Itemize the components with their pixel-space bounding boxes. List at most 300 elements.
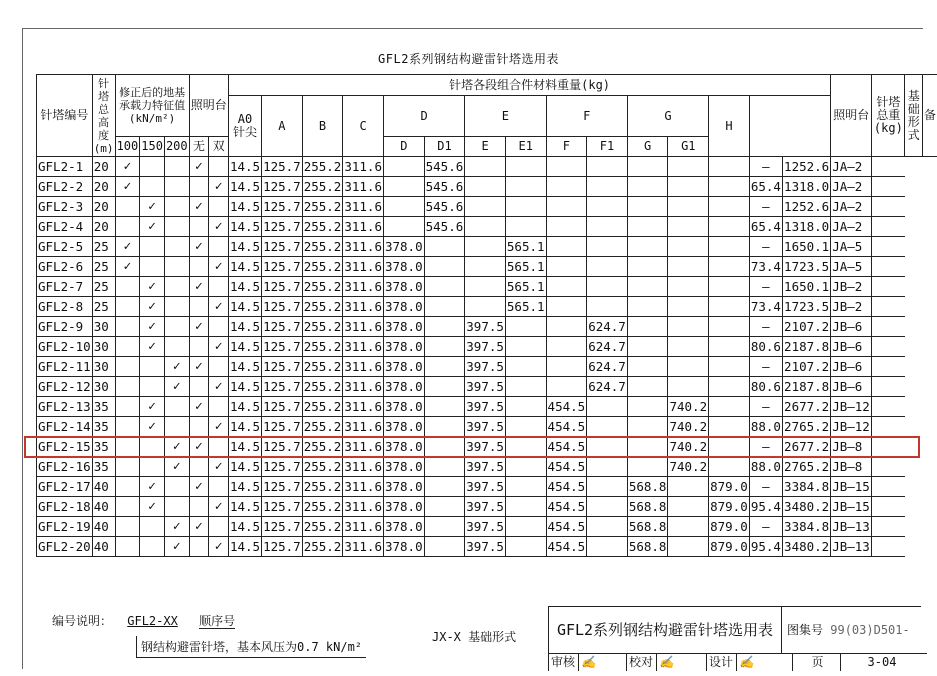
col-header-f-sub: F bbox=[546, 137, 587, 157]
cell-a: 125.7 bbox=[262, 437, 303, 457]
check-mark-s150 bbox=[140, 457, 165, 477]
cell-f bbox=[546, 317, 587, 337]
cell-g1 bbox=[668, 257, 709, 277]
cell-c: 311.6 bbox=[343, 357, 384, 377]
cell-c: 311.6 bbox=[343, 297, 384, 317]
check-mark-dbl bbox=[209, 357, 229, 377]
col-header-e: E bbox=[465, 96, 546, 137]
cell-total: 1723.5 bbox=[783, 297, 831, 317]
cell-b: 255.2 bbox=[302, 217, 343, 237]
cell-d: 378.0 bbox=[383, 497, 424, 517]
check-mark-dbl bbox=[209, 517, 229, 537]
cell-g bbox=[627, 357, 668, 377]
cell-light: 73.4 bbox=[749, 257, 782, 277]
cell-e: 397.5 bbox=[465, 397, 506, 417]
col-header-base: 基础形式 bbox=[905, 75, 923, 157]
cell-f1 bbox=[587, 277, 628, 297]
cell-hh bbox=[709, 397, 750, 417]
cell-e: 397.5 bbox=[465, 417, 506, 437]
cell-h: 35 bbox=[92, 397, 115, 417]
check-mark-dbl bbox=[209, 397, 229, 417]
cell-b: 255.2 bbox=[302, 297, 343, 317]
cell-h: 25 bbox=[92, 277, 115, 297]
cell-total: 2187.8 bbox=[783, 337, 831, 357]
cell-a: 125.7 bbox=[262, 317, 303, 337]
check-label: 校对 bbox=[627, 653, 657, 671]
cell-h: 40 bbox=[92, 537, 115, 557]
cell-a0: 14.5 bbox=[228, 537, 261, 557]
design-label: 设计 bbox=[707, 653, 737, 671]
check-mark-none bbox=[189, 377, 209, 397]
cell-h: 30 bbox=[92, 337, 115, 357]
cell-d1 bbox=[424, 317, 465, 337]
cell-d1 bbox=[424, 377, 465, 397]
cell-no: GFL2-18 bbox=[37, 497, 93, 517]
check-mark-s200 bbox=[164, 477, 189, 497]
cell-g1 bbox=[668, 297, 709, 317]
col-header-e-sub: E bbox=[465, 137, 506, 157]
cell-h: 40 bbox=[92, 477, 115, 497]
cell-e1 bbox=[505, 537, 546, 557]
cell-b: 255.2 bbox=[302, 157, 343, 177]
cell-g bbox=[627, 317, 668, 337]
cell-f1 bbox=[587, 437, 628, 457]
cell-g1 bbox=[668, 197, 709, 217]
cell-total: 1650.1 bbox=[783, 277, 831, 297]
remark-cell bbox=[872, 257, 905, 277]
col-header-f: F bbox=[546, 96, 627, 137]
cell-e1 bbox=[505, 457, 546, 477]
selection-table bbox=[36, 74, 937, 557]
cell-a0: 14.5 bbox=[228, 297, 261, 317]
check-mark-dbl: ✓ bbox=[209, 417, 229, 437]
check-mark-s150 bbox=[140, 357, 165, 377]
cell-d bbox=[383, 157, 424, 177]
remark-cell bbox=[872, 357, 905, 377]
cell-base: JA–2 bbox=[831, 157, 872, 177]
cell-f: 454.5 bbox=[546, 517, 587, 537]
cell-f bbox=[546, 277, 587, 297]
atlas-value: 99(03)D501- bbox=[830, 623, 910, 637]
cell-c: 311.6 bbox=[343, 337, 384, 357]
cell-f1 bbox=[587, 177, 628, 197]
cell-g1 bbox=[668, 337, 709, 357]
cell-total: 2765.2 bbox=[783, 417, 831, 437]
check-mark-s150 bbox=[140, 517, 165, 537]
col-header-a: A bbox=[262, 96, 303, 157]
check-mark-s100 bbox=[115, 277, 140, 297]
cell-no: GFL2-20 bbox=[37, 537, 93, 557]
cell-d1: 545.6 bbox=[424, 217, 465, 237]
cell-h: 35 bbox=[92, 417, 115, 437]
check-mark-s200 bbox=[164, 337, 189, 357]
cell-a: 125.7 bbox=[262, 277, 303, 297]
cell-d1 bbox=[424, 237, 465, 257]
remark-cell bbox=[872, 517, 905, 537]
cell-base: JB–6 bbox=[831, 337, 872, 357]
cell-d: 378.0 bbox=[383, 397, 424, 417]
cell-light: 80.6 bbox=[749, 377, 782, 397]
check-mark-s200 bbox=[164, 217, 189, 237]
cell-base: JA–2 bbox=[831, 197, 872, 217]
cell-a: 125.7 bbox=[262, 377, 303, 397]
cell-d1 bbox=[424, 297, 465, 317]
cell-c: 311.6 bbox=[343, 517, 384, 537]
cell-b: 255.2 bbox=[302, 377, 343, 397]
remark-cell bbox=[872, 297, 905, 317]
cell-c: 311.6 bbox=[343, 477, 384, 497]
cell-total: 1650.1 bbox=[783, 237, 831, 257]
cell-total: 1252.6 bbox=[783, 197, 831, 217]
cell-a0: 14.5 bbox=[228, 257, 261, 277]
cell-e1 bbox=[505, 177, 546, 197]
cell-a: 125.7 bbox=[262, 297, 303, 317]
remark-cell bbox=[872, 437, 905, 457]
check-mark-s150: ✓ bbox=[140, 417, 165, 437]
cell-c: 311.6 bbox=[343, 197, 384, 217]
check-mark-dbl bbox=[209, 317, 229, 337]
cell-g1 bbox=[668, 277, 709, 297]
cell-total: 1723.5 bbox=[783, 257, 831, 277]
cell-a0: 14.5 bbox=[228, 357, 261, 377]
cell-f1 bbox=[587, 397, 628, 417]
remark-cell bbox=[872, 317, 905, 337]
cell-base: JB–12 bbox=[831, 397, 872, 417]
cell-f: 454.5 bbox=[546, 397, 587, 417]
numbering-code: GFL2-XX bbox=[127, 614, 178, 628]
cell-hh bbox=[709, 337, 750, 357]
cell-d1 bbox=[424, 397, 465, 417]
numbering-explanation bbox=[52, 612, 363, 654]
cell-hh bbox=[709, 437, 750, 457]
remark-cell bbox=[872, 217, 905, 237]
check-mark-s100: ✓ bbox=[115, 237, 140, 257]
cell-b: 255.2 bbox=[302, 457, 343, 477]
cell-f bbox=[546, 157, 587, 177]
check-mark-none: ✓ bbox=[189, 197, 209, 217]
cell-b: 255.2 bbox=[302, 277, 343, 297]
check-mark-none: ✓ bbox=[189, 397, 209, 417]
cell-a0: 14.5 bbox=[228, 317, 261, 337]
check-mark-s100 bbox=[115, 337, 140, 357]
title-block bbox=[548, 606, 921, 671]
cell-e: 397.5 bbox=[465, 537, 506, 557]
cell-d: 378.0 bbox=[383, 357, 424, 377]
cell-base: JB–8 bbox=[831, 457, 872, 477]
cell-f1: 624.7 bbox=[587, 377, 628, 397]
check-mark-s100 bbox=[115, 477, 140, 497]
remark-cell bbox=[872, 457, 905, 477]
table-row bbox=[37, 457, 937, 477]
check-signature: ✍ bbox=[657, 653, 707, 671]
col-header-none: 无 bbox=[189, 137, 209, 157]
check-mark-s100 bbox=[115, 437, 140, 457]
col-header-total: 针塔总重(kg) bbox=[872, 75, 905, 157]
col-header-soil-100: 100 bbox=[115, 137, 140, 157]
cell-hh bbox=[709, 257, 750, 277]
cell-c: 311.6 bbox=[343, 277, 384, 297]
cell-base: JB–6 bbox=[831, 357, 872, 377]
cell-f1: 624.7 bbox=[587, 357, 628, 377]
cell-e: 397.5 bbox=[465, 477, 506, 497]
cell-g1: 740.2 bbox=[668, 437, 709, 457]
cell-f: 454.5 bbox=[546, 477, 587, 497]
cell-a: 125.7 bbox=[262, 457, 303, 477]
cell-a: 125.7 bbox=[262, 417, 303, 437]
table-row bbox=[37, 317, 937, 337]
cell-g bbox=[627, 157, 668, 177]
cell-d bbox=[383, 217, 424, 237]
cell-base: JB–2 bbox=[831, 297, 872, 317]
table-row bbox=[37, 257, 937, 277]
cell-d: 378.0 bbox=[383, 457, 424, 477]
cell-d1 bbox=[424, 497, 465, 517]
cell-total: 2677.2 bbox=[783, 397, 831, 417]
cell-a0: 14.5 bbox=[228, 477, 261, 497]
cell-c: 311.6 bbox=[343, 257, 384, 277]
col-header-g1: G1 bbox=[668, 137, 709, 157]
col-header-light: 照明台 bbox=[831, 75, 872, 157]
cell-c: 311.6 bbox=[343, 417, 384, 437]
cell-e: 397.5 bbox=[465, 437, 506, 457]
cell-b: 255.2 bbox=[302, 177, 343, 197]
cell-d: 378.0 bbox=[383, 337, 424, 357]
check-mark-s150 bbox=[140, 257, 165, 277]
cell-no: GFL2-6 bbox=[37, 257, 93, 277]
cell-g1 bbox=[668, 237, 709, 257]
col-header-double: 双 bbox=[209, 137, 229, 157]
cell-total: 3384.8 bbox=[783, 517, 831, 537]
cell-base: JB–13 bbox=[831, 517, 872, 537]
check-mark-none bbox=[189, 217, 209, 237]
cell-d: 378.0 bbox=[383, 377, 424, 397]
cell-hh bbox=[709, 377, 750, 397]
cell-a0: 14.5 bbox=[228, 497, 261, 517]
cell-a0: 14.5 bbox=[228, 157, 261, 177]
remark-cell bbox=[872, 417, 905, 437]
check-mark-s200: ✓ bbox=[164, 377, 189, 397]
check-mark-s100 bbox=[115, 417, 140, 437]
cell-a0: 14.5 bbox=[228, 457, 261, 477]
cell-g1 bbox=[668, 157, 709, 177]
cell-g bbox=[627, 337, 668, 357]
cell-h: 35 bbox=[92, 457, 115, 477]
cell-d: 378.0 bbox=[383, 237, 424, 257]
remark-cell bbox=[872, 277, 905, 297]
check-mark-none bbox=[189, 497, 209, 517]
cell-a: 125.7 bbox=[262, 157, 303, 177]
cell-e: 397.5 bbox=[465, 377, 506, 397]
cell-h: 40 bbox=[92, 517, 115, 537]
cell-g1 bbox=[668, 517, 709, 537]
table-row bbox=[37, 337, 937, 357]
cell-e1 bbox=[505, 157, 546, 177]
cell-d: 378.0 bbox=[383, 277, 424, 297]
cell-e1: 565.1 bbox=[505, 257, 546, 277]
cell-c: 311.6 bbox=[343, 177, 384, 197]
cell-a0: 14.5 bbox=[228, 397, 261, 417]
cell-no: GFL2-14 bbox=[37, 417, 93, 437]
col-header-c: C bbox=[343, 96, 384, 157]
check-mark-dbl bbox=[209, 237, 229, 257]
cell-light: 88.0 bbox=[749, 457, 782, 477]
cell-base: JA–5 bbox=[831, 257, 872, 277]
table-row bbox=[37, 197, 937, 217]
cell-d: 378.0 bbox=[383, 317, 424, 337]
cell-f1 bbox=[587, 417, 628, 437]
cell-d1: 545.6 bbox=[424, 197, 465, 217]
col-header-g: G bbox=[627, 96, 708, 137]
cell-hh bbox=[709, 197, 750, 217]
check-mark-none: ✓ bbox=[189, 317, 209, 337]
cell-c: 311.6 bbox=[343, 157, 384, 177]
cell-total: 2187.8 bbox=[783, 377, 831, 397]
cell-e1 bbox=[505, 377, 546, 397]
cell-d1: 545.6 bbox=[424, 157, 465, 177]
col-header-d1: D1 bbox=[424, 137, 465, 157]
cell-f1 bbox=[587, 257, 628, 277]
check-mark-dbl: ✓ bbox=[209, 457, 229, 477]
table-row bbox=[37, 297, 937, 317]
cell-h: 30 bbox=[92, 377, 115, 397]
table-row bbox=[37, 497, 937, 517]
cell-e: 397.5 bbox=[465, 497, 506, 517]
cell-e: 397.5 bbox=[465, 457, 506, 477]
cell-e bbox=[465, 277, 506, 297]
cell-base: JA–2 bbox=[831, 217, 872, 237]
cell-f1 bbox=[587, 497, 628, 517]
cell-d1 bbox=[424, 477, 465, 497]
cell-a: 125.7 bbox=[262, 517, 303, 537]
cell-base: JB–6 bbox=[831, 377, 872, 397]
cell-c: 311.6 bbox=[343, 377, 384, 397]
cell-f1 bbox=[587, 237, 628, 257]
cell-e: 397.5 bbox=[465, 317, 506, 337]
cell-d1 bbox=[424, 457, 465, 477]
cell-e1 bbox=[505, 497, 546, 517]
cell-no: GFL2-7 bbox=[37, 277, 93, 297]
check-mark-s150 bbox=[140, 437, 165, 457]
check-mark-none: ✓ bbox=[189, 277, 209, 297]
cell-g1 bbox=[668, 217, 709, 237]
cell-no: GFL2-4 bbox=[37, 217, 93, 237]
check-mark-none: ✓ bbox=[189, 157, 209, 177]
cell-e1: 565.1 bbox=[505, 297, 546, 317]
cell-d1: 545.6 bbox=[424, 177, 465, 197]
check-mark-s150 bbox=[140, 177, 165, 197]
cell-e1 bbox=[505, 437, 546, 457]
remark-cell bbox=[872, 537, 905, 557]
cell-a0: 14.5 bbox=[228, 337, 261, 357]
cell-e: 397.5 bbox=[465, 357, 506, 377]
check-mark-s150 bbox=[140, 537, 165, 557]
cell-b: 255.2 bbox=[302, 337, 343, 357]
check-mark-s100 bbox=[115, 397, 140, 417]
cell-e1 bbox=[505, 477, 546, 497]
cell-g: 568.8 bbox=[627, 477, 668, 497]
cell-total: 3480.2 bbox=[783, 537, 831, 557]
cell-f1 bbox=[587, 537, 628, 557]
cell-g1 bbox=[668, 497, 709, 517]
table-row bbox=[37, 517, 937, 537]
col-header-a0: A0 针尖 bbox=[228, 96, 261, 157]
cell-f bbox=[546, 237, 587, 257]
cell-light: 88.0 bbox=[749, 417, 782, 437]
cell-d1 bbox=[424, 437, 465, 457]
col-header-e1: E1 bbox=[505, 137, 546, 157]
check-mark-s100 bbox=[115, 537, 140, 557]
cell-g bbox=[627, 417, 668, 437]
cell-hh: 879.0 bbox=[709, 477, 750, 497]
check-mark-dbl: ✓ bbox=[209, 337, 229, 357]
cell-no: GFL2-10 bbox=[37, 337, 93, 357]
cell-no: GFL2-16 bbox=[37, 457, 93, 477]
cell-a0: 14.5 bbox=[228, 217, 261, 237]
cell-hh: 879.0 bbox=[709, 537, 750, 557]
check-mark-s200: ✓ bbox=[164, 517, 189, 537]
cell-hh bbox=[709, 277, 750, 297]
cell-f: 454.5 bbox=[546, 457, 587, 477]
cell-d: 378.0 bbox=[383, 517, 424, 537]
check-mark-s200 bbox=[164, 277, 189, 297]
cell-no: GFL2-13 bbox=[37, 397, 93, 417]
cell-a0: 14.5 bbox=[228, 177, 261, 197]
cell-d bbox=[383, 177, 424, 197]
cell-e1 bbox=[505, 317, 546, 337]
col-header-g-sub: G bbox=[627, 137, 668, 157]
cell-b: 255.2 bbox=[302, 237, 343, 257]
cell-f1 bbox=[587, 477, 628, 497]
col-header-soil-150: 150 bbox=[140, 137, 165, 157]
cell-e bbox=[465, 217, 506, 237]
check-mark-dbl bbox=[209, 277, 229, 297]
check-mark-s100 bbox=[115, 297, 140, 317]
cell-f1: 624.7 bbox=[587, 337, 628, 357]
cell-hh bbox=[709, 297, 750, 317]
cell-f: 454.5 bbox=[546, 537, 587, 557]
remark-cell bbox=[872, 157, 905, 177]
cell-light: – bbox=[749, 237, 782, 257]
cell-light: – bbox=[749, 317, 782, 337]
cell-g1: 740.2 bbox=[668, 417, 709, 437]
remark-cell bbox=[872, 337, 905, 357]
col-header-d-sub: D bbox=[383, 137, 424, 157]
cell-f bbox=[546, 257, 587, 277]
check-mark-dbl bbox=[209, 477, 229, 497]
cell-g bbox=[627, 297, 668, 317]
cell-h: 25 bbox=[92, 297, 115, 317]
cell-f bbox=[546, 337, 587, 357]
page-title: GFL2系列钢结构避雷针塔选用表 bbox=[378, 52, 559, 66]
cell-e1 bbox=[505, 357, 546, 377]
check-mark-s150: ✓ bbox=[140, 397, 165, 417]
cell-g1 bbox=[668, 537, 709, 557]
check-mark-s200 bbox=[164, 397, 189, 417]
check-mark-s100 bbox=[115, 197, 140, 217]
remark-cell bbox=[872, 497, 905, 517]
cell-no: GFL2-9 bbox=[37, 317, 93, 337]
cell-e: 397.5 bbox=[465, 517, 506, 537]
check-mark-s200 bbox=[164, 317, 189, 337]
cell-a0: 14.5 bbox=[228, 437, 261, 457]
check-mark-none bbox=[189, 417, 209, 437]
remark-cell bbox=[872, 477, 905, 497]
cell-b: 255.2 bbox=[302, 437, 343, 457]
review-signature: ✍ bbox=[579, 653, 627, 671]
cell-d: 378.0 bbox=[383, 537, 424, 557]
cell-f: 454.5 bbox=[546, 497, 587, 517]
cell-g bbox=[627, 437, 668, 457]
